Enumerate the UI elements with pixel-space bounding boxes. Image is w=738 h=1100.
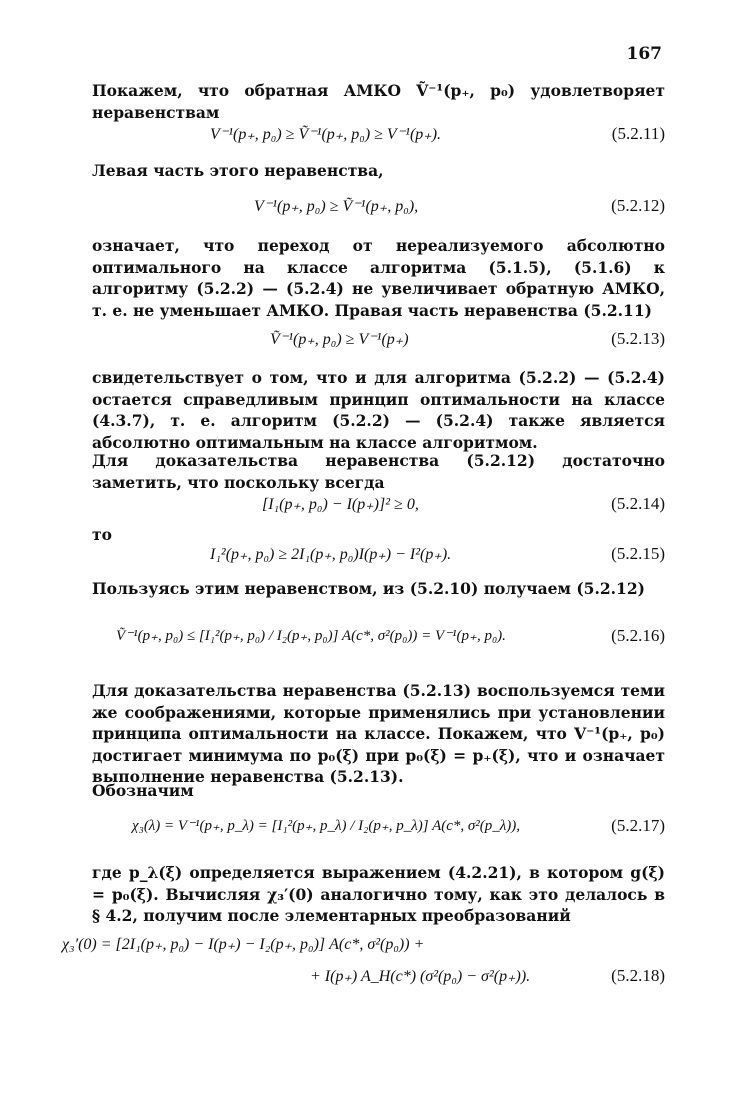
equation-number: (5.2.16): [611, 626, 665, 645]
equation-5-2-12: [92, 196, 665, 226]
equation-5-2-17: [92, 816, 665, 846]
paragraph-then: то: [92, 525, 112, 544]
paragraph-left-part: Левая часть этого неравенства,: [92, 161, 384, 180]
equation-formula: [I₁(p₊, p₀) − I(p₊)]² ≥ 0,: [262, 496, 419, 513]
paragraph-principle: свидетельствует о том, что и для алгоритма (5.2.2) — (5.2.4) остается справедливым принцип оптимальности на классе (4.3.7), т. е. алгоритм (5.2.2) — (5.2.4) также является абсолютно оптимальным на классе алгоритмом.: [92, 368, 665, 452]
equation-number: (5.2.18): [611, 966, 665, 985]
equation-5-2-11: [92, 124, 665, 154]
equation-formula: χ₃(λ) = V⁻¹(p₊, p_λ) = [I₁²(p₊, p_λ) / I₂(p₊, p_λ)] A(c*, σ²(p_λ)),: [132, 818, 521, 834]
equation-formula: χ₃′(0) = [2I₁(p₊, p₀) − I(p₊) − I₂(p₊, p₀)] A(c*, σ²(p₀)) +: [62, 936, 425, 953]
equation-number: (5.2.13): [611, 329, 665, 348]
equation-5-2-18-line2: [92, 966, 665, 996]
equation-formula: V⁻¹(p₊, p₀) ≥ Ṽ⁻¹(p₊, p₀),: [254, 198, 419, 215]
page-number: 167: [626, 44, 662, 64]
paragraph-denote: Обозначим: [92, 781, 194, 800]
equation-number: (5.2.11): [611, 124, 665, 143]
paragraph-intro: Покажем, что обратная АМКО Ṽ⁻¹(p₊, p₀) удовлетворяет неравенствам: [92, 81, 665, 122]
equation-5-2-16: [92, 626, 665, 656]
paragraph-transition: означает, что переход от нереализуемого абсолютно оптимального на классе алгоритма (5.1.5), (5.1.6) к алгоритму (5.2.2) — (5.2.4) не увеличивает обратную АМКО, т. е. не уменьшает АМКО. Правая часть неравенства (5.2.11): [92, 236, 665, 320]
paragraph-where: где p_λ(ξ) определяется выражением (4.2.21), в котором g(ξ) = p₀(ξ). Вычисляя χ₃′(0) аналогично тому, как это делалось в § 4.2, получим после элементарных преобразований: [92, 863, 665, 925]
equation-5-2-13: [92, 329, 665, 359]
equation-formula: Ṽ⁻¹(p₊, p₀) ≥ V⁻¹(p₊): [270, 331, 409, 348]
equation-5-2-14: [92, 494, 665, 524]
equation-formula: Ṽ⁻¹(p₊, p₀) ≤ [I₁²(p₊, p₀) / I₂(p₊, p₀)] A(c*, σ²(p₀)) = V⁻¹(p₊, p₀).: [116, 628, 506, 644]
equation-number: (5.2.14): [611, 494, 665, 513]
equation-5-2-18-line1: [62, 934, 665, 964]
equation-number: (5.2.17): [611, 816, 665, 835]
equation-formula: + I(p₊) A_H(c*) (σ²(p₀) − σ²(p₊)).: [310, 968, 531, 985]
paragraph-using: Пользуясь этим неравенством, из (5.2.10) получаем (5.2.12): [92, 579, 645, 598]
equation-number: (5.2.12): [611, 196, 665, 215]
equation-formula: V⁻¹(p₊, p₀) ≥ Ṽ⁻¹(p₊, p₀) ≥ V⁻¹(p₊).: [210, 126, 442, 143]
equation-number: (5.2.15): [611, 544, 665, 563]
paragraph-proof-start: Для доказательства неравенства (5.2.12) достаточно заметить, что поскольку всегда: [92, 451, 665, 492]
paragraph-proof-5-2-13: Для доказательства неравенства (5.2.13) воспользуемся теми же соображениями, которые применялись при установлении принципа оптимальности на классе. Покажем, что V⁻¹(p₊, p₀) достигает минимума по p₀(ξ) при p₀(ξ) = p₊(ξ), что и означает выполнение неравенства (5.2.13).: [92, 681, 665, 786]
equation-5-2-15: [92, 544, 665, 574]
equation-formula: I₁²(p₊, p₀) ≥ 2I₁(p₊, p₀)I(p₊) − I²(p₊).: [210, 546, 452, 563]
